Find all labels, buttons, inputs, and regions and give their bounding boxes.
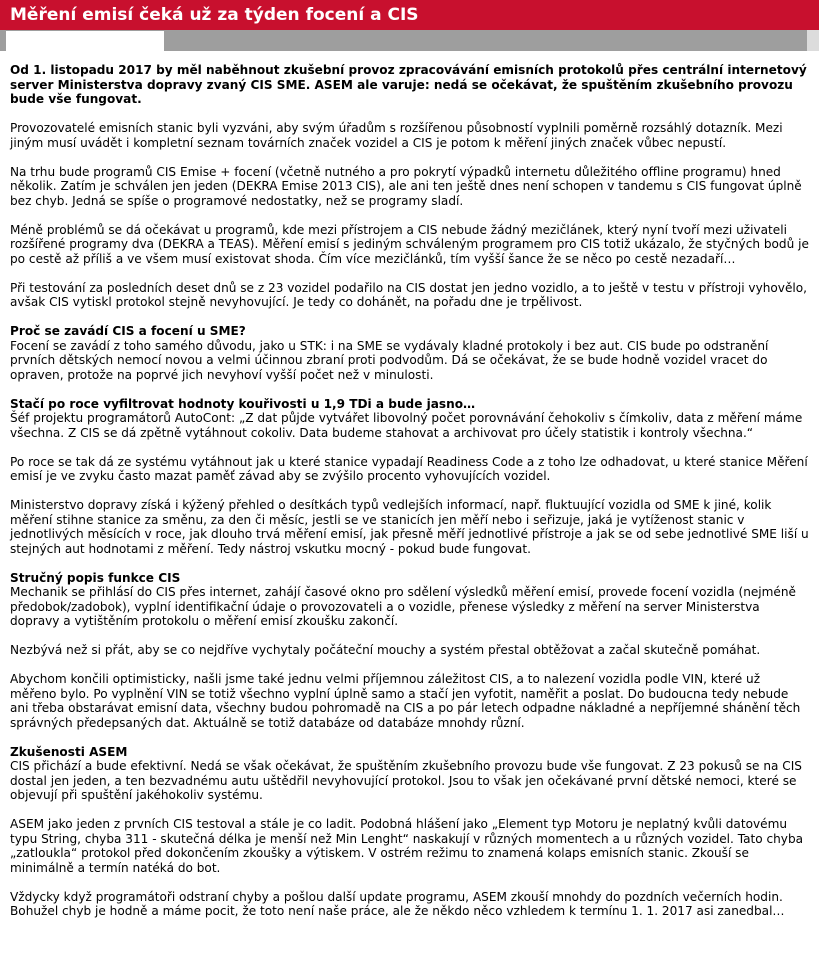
section-heading: Zkušenosti ASEM	[10, 744, 128, 759]
paragraph: Vždycky když programátoři odstraní chyby a pošlou další update programu, ASEM zkouší mnohdy do pozdních večerních hodin. Bohužel chyb je hodně a máme pocit, že toto není naše práce, ale že někdo něco vzhledem k termínu 1. 1. 2017 asi zanedbal…	[10, 889, 785, 918]
paragraph: ASEM jako jeden z prvních CIS testoval a stále je co ladit. Podobná hlášení jako „Element typ Motoru je neplatný kvůli datovému typu String, chyba 311 - skutečná délka je menší než Min Lenght“ naskakují v různých momentech a u různých vozidel. Tato chyba „zatloukla“ protokol před dokončením zkoušky a výtiskem. V ostrém režimu to znamená kolaps emisních stanic. Zkouší se minimálně a termín natéká do bot.	[10, 817, 804, 875]
section-heading: Stručný popis funkce CIS	[10, 570, 181, 585]
paragraph: Mechanik se přihlásí do CIS přes internet, zahájí časové okno pro sdělení výsledků měření emisí, provede focení vozidla (nejméně předobok/zadobok), vyplní identifikační údaje o provozovateli a o vozidle, přenese výsledky z měření na server Ministerstva dopravy a vytištěním protokolu o měření emisí zkoušku zakončí.	[10, 585, 796, 628]
paragraph: Focení se zavádí z toho samého důvodu, jako u STK: i na SME se vydávaly kladné protokoly i bez aut. CIS bude po odstranění prvních dětských nemocí novou a velmi účinnou zbraní proti podvodům. Dá se očekávat, že se bude hodně vozidel vracet do opraven, protože na poprvé jich nevyhoví vyšší počet než v minulosti.	[10, 338, 769, 382]
paragraph: CIS přichází a bude efektivní. Nedá se však očekávat, že spuštěním zkušebního provozu bude vše fungovat. Z 23 pokusů se na CIS dostal jen jeden, a ten bezvadnému autu uštědřil nevyhovující protokol. Jsou to však jen očekávané první dětské nemoci, které se objevují při spuštění jakéhokoliv systému.	[10, 759, 802, 802]
paragraph: Provozovatelé emisních stanic byli vyzváni, aby svým úřadům s rozšířenou působností vyplnili poměrně rozsáhlý dotazník. Mezi jiným musí uvádět i kompletní seznam továrních značek vozidel a CIS je potom k měření jiných značek vůbec nepustí.	[10, 121, 783, 150]
paragraph: Méně problémů se dá očekávat u programů, kde mezi přístrojem a CIS nebude žádný mezičlánek, který nyní tvoří mezi uživateli rozšířené programy dva (DEKRA a TEAS). Měření emisí s jediným schváleným programem pro CIS totiž ukázalo, že styčných bodů je po cestě až příliš a ve všem musí existovat shoda. Čím více mezičlánků, tím vyšší šance že se něco po cestě nezadaří…	[10, 222, 809, 266]
paragraph: Šéf projektu programátorů AutoCont: „Z dat půjde vytvářet libovolný počet porovnávání čehokoliv s čímkoliv, data z měření máme všechna. Z CIS se dá zpětně vytáhnout cokoliv. Data budeme stahovat a archivovat pro účely statistik i kontroly všechna.“	[10, 411, 803, 440]
paragraph: Abychom končili optimisticky, našli jsme také jednu velmi příjemnou záležitost CIS, a to nalezení vozidla podle VIN, které už měřeno bylo. Po vyplnění VIN se totiž všechno vyplní úplně samo a stačí jen vyfotit, naměřit a poslat. Do budoucna tedy nebude ani třeba obstarávat emisní data, všechny budou pohromadě na CIS a po pár letech odpadne nákladné a nepříjemné shánění těch správných předepsaných dat. Aktuálně se totiž databáze od databáze mnohdy různí.	[10, 672, 801, 730]
sub-bar	[0, 30, 819, 51]
article-body	[0, 51, 819, 919]
title-bar	[0, 0, 819, 30]
paragraph: Ministerstvo dopravy získá i kýžený přehled o desítkách typů vedlejších informací, např. fluktuující vozidla od SME k jiné, kolik měření stihne stanice za směnu, za den či měsíc, jestli se ve stanicích jen měří nebo i seřizuje, jaká je vytíženost stanic v jednotlivých měsících v roce, jak dlouho trvá měření emisí, jak přesně měří jednotlivé přístroje a jak se od sebe jednotlivé SME liší u stejných aut hodnotami z měření. Tedy nástroj vskutku mocný - pokud bude fungovat.	[10, 498, 809, 556]
paragraph: Nezbývá než si přát, aby se co nejdříve vychytaly počáteční mouchy a systém přestal obtěžovat a začal skutečně pomáhat.	[10, 643, 761, 657]
section-heading: Stačí po roce vyfiltrovat hodnoty kouřivosti u 1,9 TDi a bude jasno…	[10, 396, 476, 411]
scrollbar[interactable]	[807, 30, 819, 51]
subbar-tab	[6, 31, 164, 51]
paragraph: Při testování za posledních deset dnů se z 23 vozidel podařilo na CIS dostat jen jedno vozidlo, a to ještě v testu v přístroji vyhovělo, avšak CIS vytiskl protokol stejně nevyhovující. Je tedy co dohánět, na pořadu dne je trpělivost.	[10, 280, 808, 309]
article-title: Měření emisí čeká už za týden focení a CIS	[10, 5, 419, 25]
paragraph: Na trhu bude programů CIS Emise + focení (včetně nutného a pro pokrytí výpadků internetu důležitého offline programu) hned několik. Zatím je schválen jen jeden (DEKRA Emise 2013 CIS), ale ani ten ještě dnes není schopen v tandemu s CIS fungovat úplně bez chyb. Jedná se spíše o programové nedostatky, než se programy sladí.	[10, 164, 802, 208]
article-lead: Od 1. listopadu 2017 by měl naběhnout zkušební provoz zpracovávání emisních protokolů přes centrální internetový server Ministerstva dopravy zvaný CIS SME. ASEM ale varuje: nedá se očekávat, že spuštěním zkušebního provozu bude vše fungovat.	[10, 63, 807, 106]
paragraph: Po roce se tak dá ze systému vytáhnout jak u které stanice vypadají Readiness Code a z toho lze odhadovat, u které stanice Měření emisí je ve zvyku často mazat paměť závad aby se zvýšilo procento vyhovujících vozidel.	[10, 454, 808, 483]
section-heading: Proč se zavádí CIS a focení u SME?	[10, 324, 246, 338]
